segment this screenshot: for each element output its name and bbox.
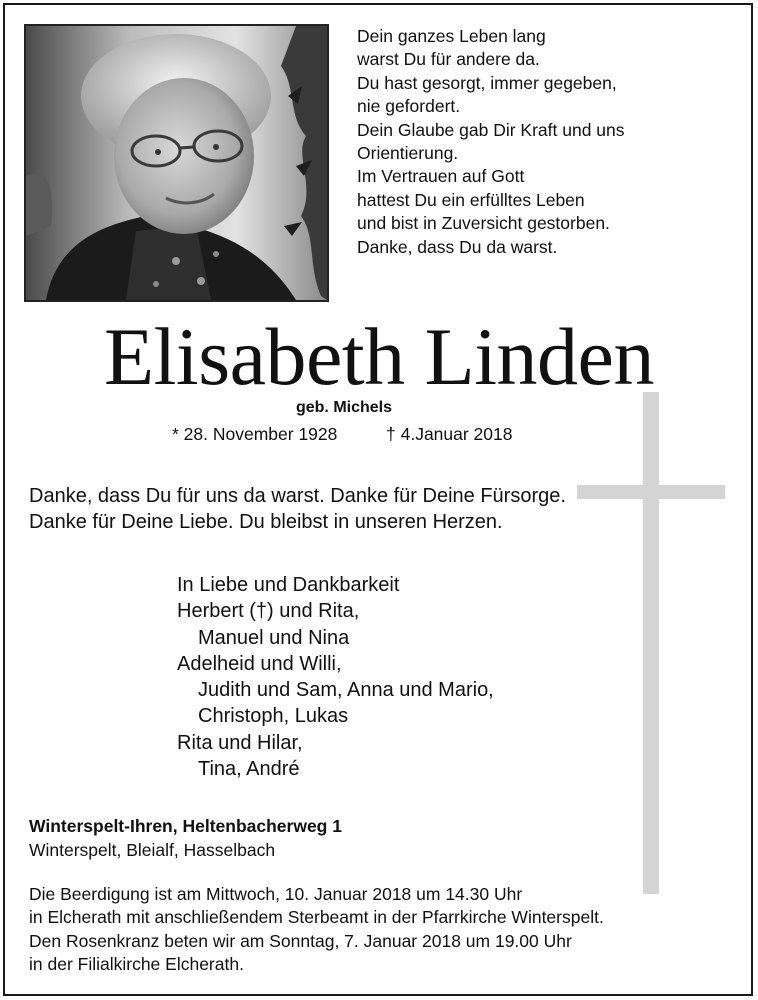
family-list xyxy=(177,572,494,782)
address-villages: Winterspelt, Bleialf, Hasselbach xyxy=(29,840,276,860)
poem-line: hattest Du ein erfülltes Leben xyxy=(357,189,585,210)
poem-line: Du hast gesorgt, immer gegeben, xyxy=(357,72,617,93)
address-street: Winterspelt-Ihren, Heltenbacherweg 1 xyxy=(29,816,342,836)
poem-line: Danke, dass Du da warst. xyxy=(357,236,558,257)
family-line: Judith und Sam, Anna und Mario, xyxy=(198,679,494,702)
cross-vertical-beam xyxy=(643,392,659,894)
poem-line: Dein ganzes Leben lang xyxy=(357,26,546,46)
family-line: In Liebe und Dankbarkeit xyxy=(177,574,400,596)
family-line: Manuel und Nina xyxy=(198,626,350,649)
funeral-line: Den Rosenkranz beten wir am Sonntag, 7. Januar 2018 um 19.00 Uhr xyxy=(29,930,572,951)
poem-line: und bist in Zuversicht gestorben. xyxy=(357,213,610,234)
portrait-photo xyxy=(24,24,329,302)
family-line: Tina, André xyxy=(198,758,300,781)
poem-line: Im Vertrauen auf Gott xyxy=(357,166,525,187)
poem-line: Dein Glaube gab Dir Kraft und uns xyxy=(357,119,625,140)
family-line: Herbert (†) und Rita, xyxy=(177,600,360,623)
poem xyxy=(357,25,625,259)
family-line: Christoph, Lukas xyxy=(198,705,349,728)
family-line: Adelheid und Willi, xyxy=(177,652,342,675)
birth-date: * 28. November 1928 xyxy=(172,424,338,444)
deceased-name: Elisabeth Linden xyxy=(104,311,654,402)
death-date: † 4.Januar 2018 xyxy=(386,424,513,444)
funeral-line: in der Filialkirche Elcherath. xyxy=(29,953,244,974)
thanks-text: Danke, dass Du für uns da warst. Danke für Deine Fürsorge. Danke für Deine Liebe. Du bleibst in unseren Herzen. xyxy=(29,485,566,533)
birth-name: geb. Michels xyxy=(295,399,393,416)
portrait-illustration xyxy=(26,26,327,300)
funeral-details xyxy=(29,883,604,976)
family-line: Rita und Hilar, xyxy=(177,731,303,754)
funeral-line: in Elcherath mit anschließendem Sterbeamt in der Pfarrkirche Winterspelt. xyxy=(29,907,604,928)
poem-line: warst Du für andere da. xyxy=(357,49,540,70)
poem-line: Orientierung. xyxy=(357,143,459,164)
funeral-line: Die Beerdigung ist am Mittwoch, 10. Januar 2018 um 14.30 Uhr xyxy=(29,884,523,904)
poem-line: nie gefordert. xyxy=(357,96,461,117)
